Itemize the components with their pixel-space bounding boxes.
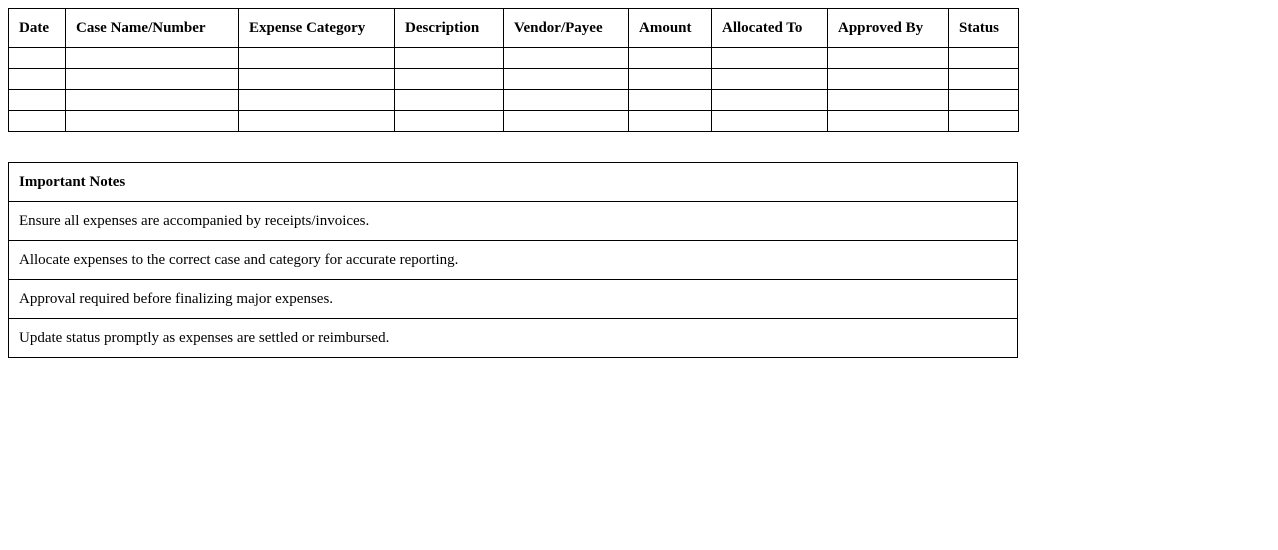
- header-approved-by: Approved By: [828, 9, 949, 48]
- table-cell[interactable]: [949, 90, 1019, 111]
- table-cell[interactable]: [949, 48, 1019, 69]
- header-amount: Amount: [629, 9, 712, 48]
- header-row: [9, 9, 1019, 48]
- table-cell[interactable]: [239, 111, 395, 132]
- notes-table: [8, 162, 1018, 358]
- table-cell[interactable]: [9, 48, 66, 69]
- table-cell[interactable]: [629, 90, 712, 111]
- table-cell[interactable]: [828, 48, 949, 69]
- table-cell[interactable]: [828, 111, 949, 132]
- table-cell[interactable]: [395, 111, 504, 132]
- table-cell[interactable]: [629, 111, 712, 132]
- table-cell[interactable]: [9, 90, 66, 111]
- header-date: Date: [9, 9, 66, 48]
- table-cell[interactable]: [9, 111, 66, 132]
- table-cell[interactable]: [949, 69, 1019, 90]
- table-cell[interactable]: [629, 69, 712, 90]
- note-row: [9, 241, 1018, 280]
- note-item: Update status promptly as expenses are settled or reimbursed.: [9, 319, 1018, 358]
- table-cell[interactable]: [504, 111, 629, 132]
- page-content: [8, 8, 1018, 358]
- expense-table-body: [9, 48, 1019, 132]
- notes-table-body: [9, 202, 1018, 358]
- header-expense-category: Expense Category: [239, 9, 395, 48]
- table-cell[interactable]: [66, 90, 239, 111]
- header-case-name-number: Case Name/Number: [66, 9, 239, 48]
- table-row: [9, 90, 1019, 111]
- expense-table: [8, 8, 1019, 132]
- table-cell[interactable]: [395, 48, 504, 69]
- header-allocated-to: Allocated To: [712, 9, 828, 48]
- notes-title: Important Notes: [9, 163, 1018, 202]
- table-cell[interactable]: [712, 48, 828, 69]
- table-cell[interactable]: [395, 69, 504, 90]
- table-cell[interactable]: [239, 69, 395, 90]
- table-cell[interactable]: [629, 48, 712, 69]
- table-row: [9, 69, 1019, 90]
- expense-table-header: [9, 9, 1019, 48]
- note-row: [9, 319, 1018, 358]
- note-item: Ensure all expenses are accompanied by receipts/invoices.: [9, 202, 1018, 241]
- header-status: Status: [949, 9, 1019, 48]
- table-cell[interactable]: [828, 90, 949, 111]
- table-cell[interactable]: [239, 90, 395, 111]
- table-cell[interactable]: [712, 90, 828, 111]
- table-cell[interactable]: [504, 48, 629, 69]
- table-row: [9, 111, 1019, 132]
- table-cell[interactable]: [9, 69, 66, 90]
- table-cell[interactable]: [66, 48, 239, 69]
- table-cell[interactable]: [66, 111, 239, 132]
- table-cell[interactable]: [66, 69, 239, 90]
- notes-header-row: [9, 163, 1018, 202]
- table-cell[interactable]: [949, 111, 1019, 132]
- table-cell[interactable]: [828, 69, 949, 90]
- header-description: Description: [395, 9, 504, 48]
- table-cell[interactable]: [712, 111, 828, 132]
- note-item: Allocate expenses to the correct case and category for accurate reporting.: [9, 241, 1018, 280]
- note-row: [9, 280, 1018, 319]
- table-cell[interactable]: [504, 90, 629, 111]
- notes-table-header: [9, 163, 1018, 202]
- header-vendor-payee: Vendor/Payee: [504, 9, 629, 48]
- table-cell[interactable]: [712, 69, 828, 90]
- table-cell[interactable]: [504, 69, 629, 90]
- table-row: [9, 48, 1019, 69]
- table-cell[interactable]: [239, 48, 395, 69]
- note-item: Approval required before finalizing major expenses.: [9, 280, 1018, 319]
- note-row: [9, 202, 1018, 241]
- table-cell[interactable]: [395, 90, 504, 111]
